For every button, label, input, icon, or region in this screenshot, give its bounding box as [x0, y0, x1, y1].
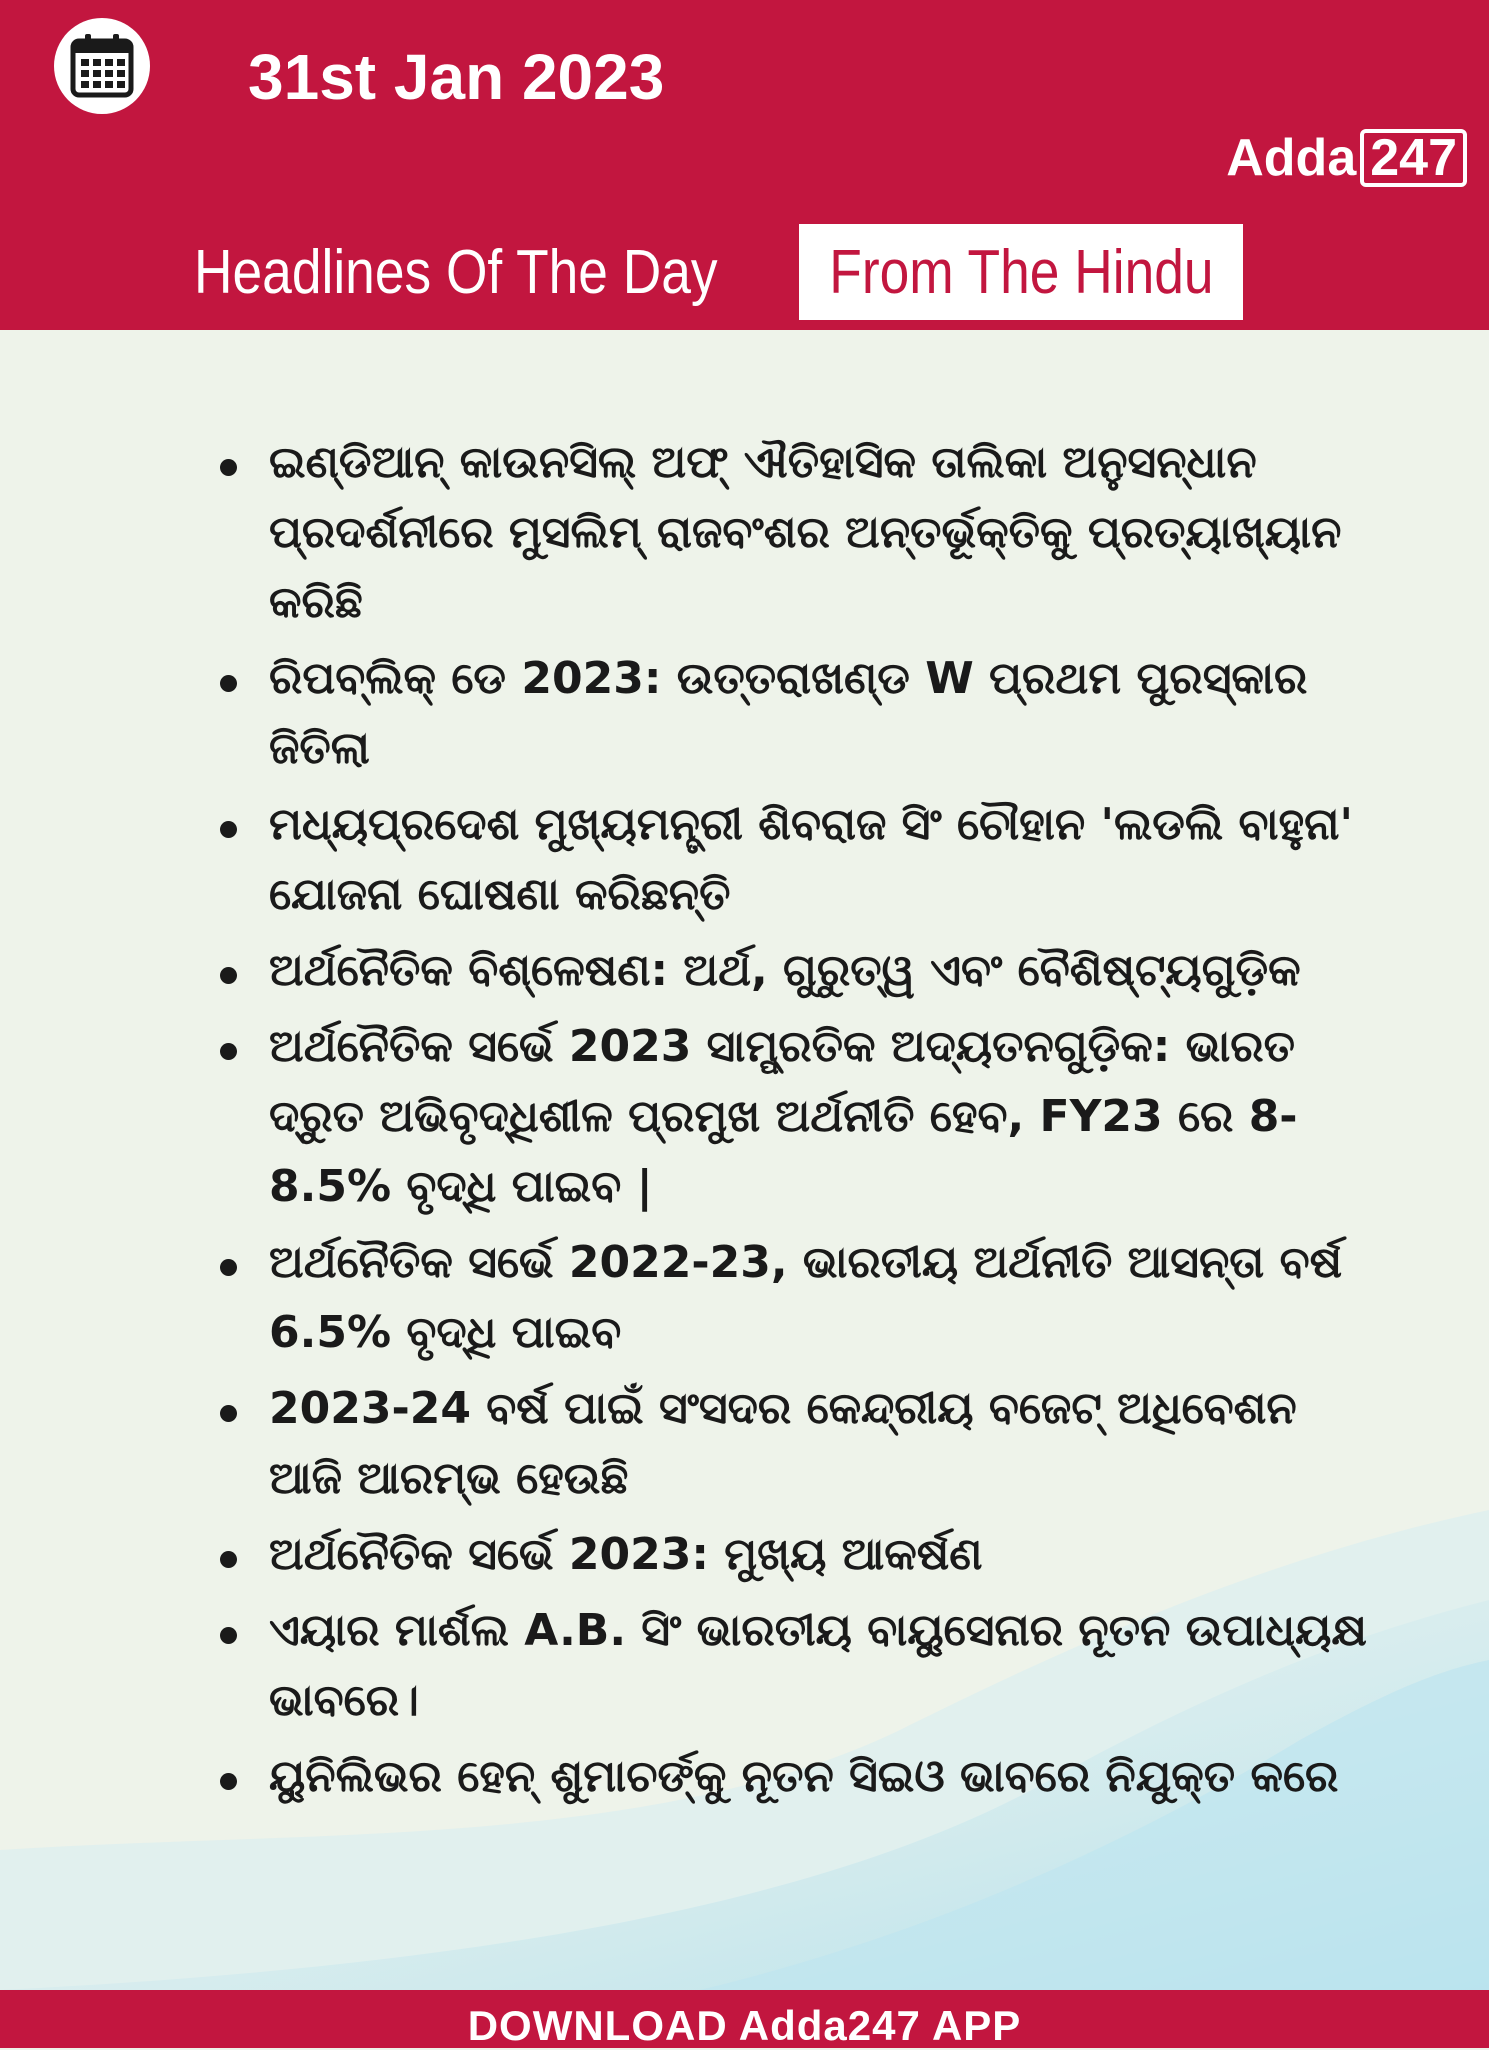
download-app-banner[interactable] [0, 1990, 1489, 2048]
adda247-logo [1226, 128, 1467, 188]
date-title: 31st Jan 2023 [248, 41, 665, 113]
source-label: From The Hindu [828, 237, 1214, 307]
calendar-badge [54, 18, 150, 114]
list-item [220, 644, 1380, 784]
header-banner [0, 0, 1489, 330]
list-item [220, 1228, 1380, 1368]
bullet-icon [220, 1043, 237, 1060]
headline-label: Headlines Of The Day [194, 237, 718, 307]
list-item [220, 790, 1380, 930]
list-item [220, 936, 1380, 1006]
source-badge [799, 224, 1243, 320]
headline-text: ଏୟାର ମାର୍ଶଲ A.B. ସିଂ ଭାରତୀୟ ବାୟୁସେନାର ନୂତନ ଉପାଧ୍ୟକ୍ଷ ଭାବରେ। [269, 1605, 1367, 1726]
bullet-icon [220, 1627, 237, 1644]
logo-text: Adda [1226, 129, 1357, 187]
headline-text: ଅର୍ଥନୈତିକ ବିଶ୍ଳେଷଣ: ଅର୍ଥ, ଗୁରୁତ୍ୱ ଏବଂ ବୈଶିଷ୍ଟ୍ୟଗୁଡ଼ିକ [269, 945, 1301, 996]
headline-text: 2023-24 ବର୍ଷ ପାଇଁ ସଂସଦର କେନ୍ଦ୍ରୀୟ ବଜେଟ୍ ଅଧିବେଶନ ଆଜି ଆରମ୍ଭ ହେଉଛି [269, 1383, 1297, 1504]
list-item [220, 428, 1380, 638]
list-item [220, 1012, 1380, 1222]
calendar-icon [70, 32, 134, 98]
headline-text: ମଧ୍ୟପ୍ରଦେଶ ମୁଖ୍ୟମନ୍ତ୍ରୀ ଶିବରାଜ ସିଂ ଚୌହାନ 'ଲଡଲି ବାହୁନା' ଯୋଜନା ଘୋଷଣା କରିଛନ୍ତି [269, 799, 1353, 920]
bullet-icon [220, 1551, 237, 1568]
bullet-icon [220, 1259, 237, 1276]
list-item [220, 1520, 1380, 1590]
headline-text: ଅର୍ଥନୈତିକ ସର୍ଭେ 2022-23, ଭାରତୀୟ ଅର୍ଥନୀତି ଆସନ୍ତା ବର୍ଷ 6.5% ବୃଦ୍ଧି ପାଇବ [269, 1237, 1343, 1358]
headline-list [220, 428, 1380, 1818]
bullet-icon [220, 1773, 237, 1790]
bullet-icon [220, 821, 237, 838]
list-item [220, 1596, 1380, 1736]
headline-text: ଅର୍ଥନୈତିକ ସର୍ଭେ 2023: ମୁଖ୍ୟ ଆକର୍ଷଣ [269, 1529, 983, 1580]
headline-text: ଇଣ୍ଡିଆନ୍ କାଉନସିଲ୍ ଅଫ୍ ଐତିହାସିକ ତାଲିକା ଅନୁସନ୍ଧାନ ପ୍ରଦର୍ଶନୀରେ ମୁସଲିମ୍ ରାଜବଂଶର ଅନ୍ତର୍ଭୂକ୍ତିକୁ ପ୍ରତ୍ୟାଖ୍ୟାନ କରିଛି [269, 437, 1342, 628]
headline-row [194, 226, 1243, 318]
headline-text: ରିପବ୍ଲିକ୍ ଡେ 2023: ଉତ୍ତରାଖଣ୍ଡ W ପ୍ରଥମ ପୁରସ୍କାର ଜିତିଲା [269, 653, 1308, 774]
bullet-icon [220, 967, 237, 984]
bullet-icon [220, 1405, 237, 1422]
list-item [220, 1742, 1380, 1812]
logo-number: 247 [1360, 129, 1467, 187]
download-app-link[interactable]: DOWNLOAD Adda247 APP [467, 2002, 1022, 2049]
bullet-icon [220, 675, 237, 692]
bullet-icon [220, 459, 237, 476]
headline-text: ୟୁନିଲିଭର ହେନ୍ ଶୁମାଚର୍ଙ୍କୁ ନୂତନ ସିଇଓ ଭାବରେ ନିଯୁକ୍ତ କରେ [269, 1751, 1339, 1802]
list-item [220, 1374, 1380, 1514]
headline-text: ଅର୍ଥନୈତିକ ସର୍ଭେ 2023 ସାମ୍ପ୍ରତିକ ଅଦ୍ୟତନଗୁଡ଼ିକ: ଭାରତ ଦ୍ରୁତ ଅଭିବୃଦ୍ଧିଶୀଳ ପ୍ରମୁଖ ଅର୍ଥନୀତି ହେବ, FY23 ରେ 8-8.5% ବୃଦ୍ଧି ପାଇବ | [269, 1021, 1298, 1212]
